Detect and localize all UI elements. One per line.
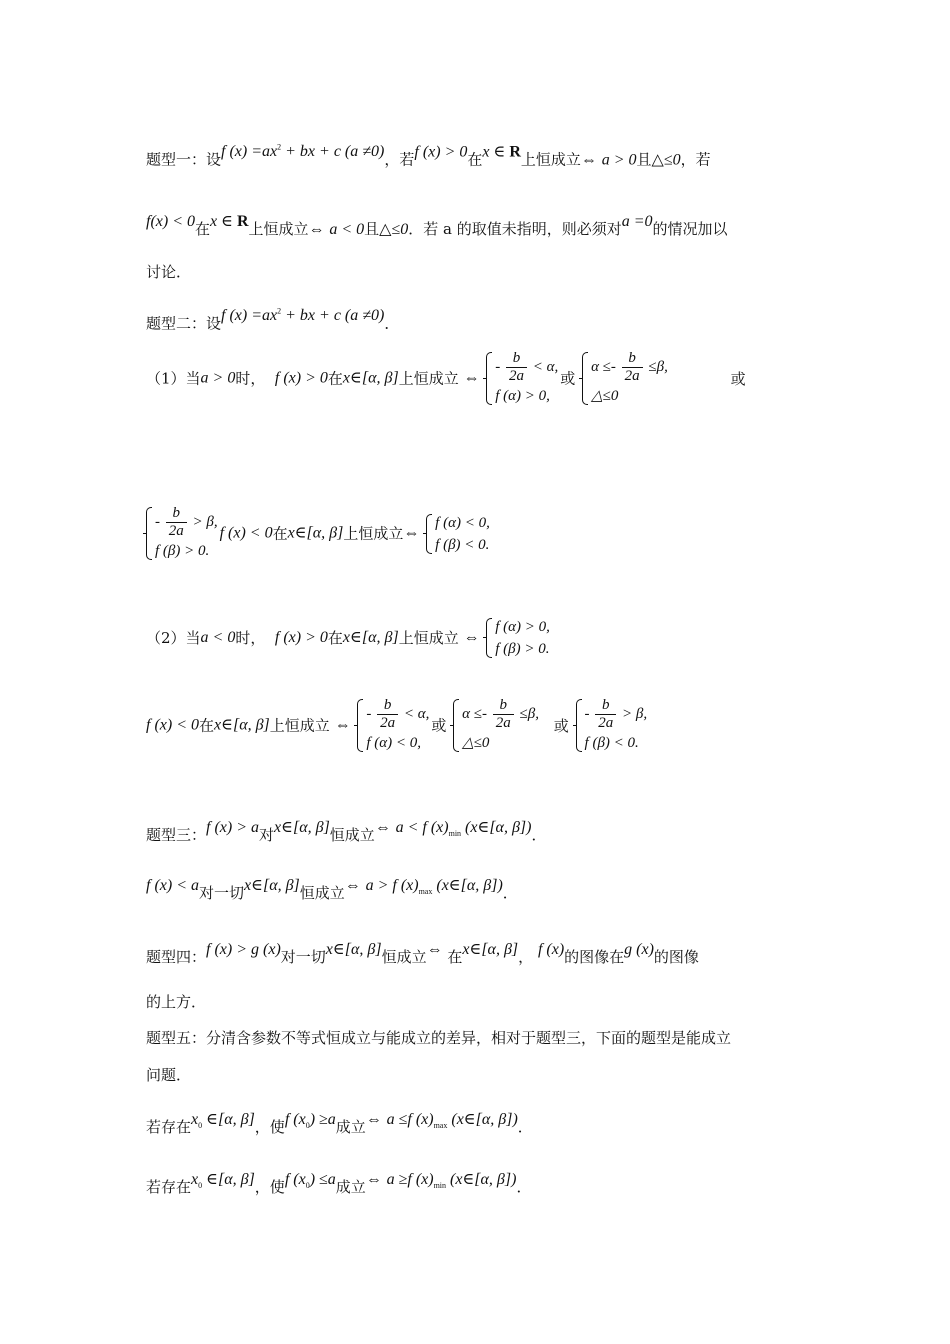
type5-line1: 题型五：分清含参数不等式恒成立与能成立的差异，相对于题型三，下面的题型是能成立: [146, 1029, 732, 1047]
condition-brace: α ≤- $\frac{b}{2a}$ ≤β, △≤0: [582, 350, 668, 407]
condition-brace: f (α) < 0, f (β) < 0.: [426, 512, 490, 556]
type4-line2: 的上方．: [146, 993, 207, 1011]
type1-line3: 讨论．: [146, 263, 192, 281]
type3-line2: f (x) < a对一切x∈[α, β]恒成立⇔ a > f $(x)_{max}$ (x∈[α, β])．: [146, 877, 518, 902]
type5-line4: 若存在$x_0$ ∈[α, β]，使f $(x_0) \le a$成立⇔ a ≥f $(x)_{min}$ (x∈[α, β])．: [146, 1171, 532, 1196]
type2-case2-cont: f (x) < 0在x∈[α, β]上恒成立 ⇔ - $\frac{b}{2a}$ < α, f (α) < 0, 或 α ≤- $\frac{b}{2a}$ ≤β, △≤0 或 - $\frac{b}{2a}$ > β, f (β) < 0.: [146, 697, 649, 754]
type3-line1: 题型三：f (x) > a对x∈[α, β]恒成立⇔ a < f $(x)_{min}$ (x∈[α, β])．: [146, 819, 547, 844]
condition-brace: - $\frac{b}{2a}$ > β, f (β) < 0.: [576, 697, 648, 754]
type2-line1: 题型二：设f $(x) =ax^2$ + bx + c (a ≠0)．: [146, 307, 400, 333]
type2-case1-cont: - $\frac{b}{2a}$ > β, f (β) > 0. f (x) < 0在x∈[α, β]上恒成立⇔ f (α) < 0, f (β) < 0.: [146, 505, 492, 562]
type2-case1: （1）当a > 0时， f (x) > 0在x∈[α, β]上恒成立 ⇔ - $\frac{b}{2a}$ < α, f (α) > 0, 或 α ≤- $\frac{b}{2a}$ ≤β, △≤0 或: [146, 350, 746, 407]
quadratic-def: f $(x) =ax^2$ + bx + c (a ≠0): [221, 143, 385, 161]
condition-brace: α ≤- $\frac{b}{2a}$ ≤β, △≤0: [453, 697, 539, 754]
condition-brace: f (α) > 0, f (β) > 0.: [486, 616, 550, 660]
type1-line1: 题型一：设f $(x) =ax^2$ + bx + c (a ≠0)，若f (x) > 0在x ∈ R上恒成立⇔ a > 0且△≤0，若: [146, 143, 711, 169]
type5-line2: 问题．: [146, 1066, 192, 1084]
condition-brace: - $\frac{b}{2a}$ < α, f (α) > 0,: [486, 350, 558, 407]
type5-line3: 若存在$x_0$ ∈[α, β]，使f $(x_0) \ge a$成立⇔ a ≤f $(x)_{max}$ (x∈[α, β])．: [146, 1111, 533, 1136]
condition-brace: - $\frac{b}{2a}$ < α, f (α) < 0,: [357, 697, 429, 754]
type4-line1: 题型四：f (x) > g (x)对一切x∈[α, β]恒成立⇔ 在x∈[α, β]， f (x)的图像在g (x)的图像: [146, 941, 699, 966]
type2-case2: （2）当a < 0时， f (x) > 0在x∈[α, β]上恒成立 ⇔ f (α) > 0, f (β) > 0.: [146, 616, 552, 660]
type1-line2: f(x) < 0在x ∈ R上恒成立⇔ a < 0且△≤0．若 a 的取值未指明，则必须对a =0的情况加以: [146, 213, 728, 238]
condition-brace: - $\frac{b}{2a}$ > β, f (β) > 0.: [146, 505, 218, 562]
